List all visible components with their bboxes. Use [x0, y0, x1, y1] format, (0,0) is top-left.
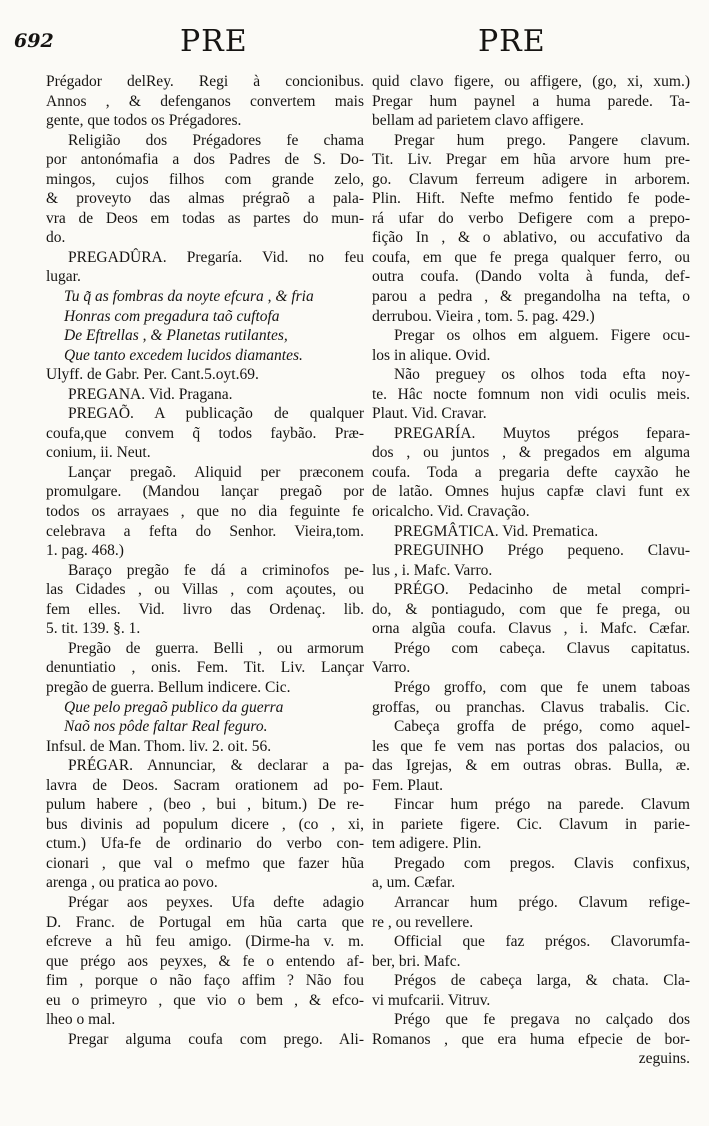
text-line: Pregar alguma coufa com prego. Ali- — [68, 1030, 364, 1048]
text-line: coufa, em que fe prega qualquer ferro, ou — [372, 248, 690, 266]
text-line: mingos, cujos filhos com grande zelo, — [46, 170, 364, 188]
text-line: les que fe vem nas portas dos palacios, ou — [372, 737, 690, 755]
text-line: go. Clavum ferreum adigere in arborem. — [372, 170, 690, 188]
text-line: todos os arrayaes , que no dia feguinte fe — [46, 503, 364, 521]
text-line: rá ufar do verbo Defigere com a prepo- — [372, 209, 690, 227]
text-line: Romanos , que era huma efpecie de bor- — [372, 1030, 690, 1048]
text-line: efcreve a hũ feu amigo. (Dirme-ha v. m. — [46, 933, 364, 951]
text-line: Prégador delRey. Regi à concionibus. — [46, 73, 364, 90]
entry-headword-line: PRÉGAR. Annunciar, & declarar a pa- — [68, 757, 364, 775]
text-line: Annos , & defenganos convertem mais — [46, 92, 364, 110]
text-line: arenga , ou pratica ao povo. — [46, 874, 218, 892]
text-line: Prégo com cabeça. Clavus capitatus. — [394, 639, 690, 657]
text-line: bus divinis ad populum dicere , (co , xi, — [46, 815, 364, 833]
entry-headword-line: PREGADÛRA. Pregaría. Vid. no feu — [68, 248, 364, 266]
text-line: lavra de Deos. Sacram orationem ad po- — [46, 776, 364, 794]
text-line: las Cidades , ou Villas , com açoutes, ou — [46, 581, 364, 599]
text-line: ber, bri. Mafc. — [372, 952, 461, 970]
text-line: 1. pag. 468.) — [46, 542, 124, 560]
text-line: derrubou. Vieira , tom. 5. pag. 429.) — [372, 307, 595, 325]
verse-line: De Eftrellas , & Planetas rutilantes, — [64, 327, 288, 345]
text-line: in pariete figere. Cic. Clavum in parie- — [372, 815, 690, 833]
text-line: parou a pedra , & pregandolha na tefta, o — [372, 288, 690, 306]
text-line: Varro. — [372, 659, 411, 677]
verse-line: Que tanto excedem lucidos diamantes. — [64, 346, 303, 364]
text-line: do, & pontiagudo, com que fe prega, ou — [372, 600, 690, 618]
entry-headword-line: PREGAÕ. A publicação de qualquer — [68, 405, 364, 423]
citation-line: Ulyff. de Gabr. Per. Cant.5.oyt.69. — [46, 366, 259, 384]
text-line: lugar. — [46, 268, 81, 286]
citation-line: Infsul. de Man. Thom. liv. 2. oit. 56. — [46, 737, 272, 755]
text-line: Lançar pregaõ. Aliquid per præconem — [68, 463, 364, 481]
text-line: Baraço pregão fe dá a criminofos pe- — [68, 561, 364, 579]
text-line: Cabeça groffa de prégo, como aquel- — [394, 718, 690, 736]
entry-headword-line: PREGANA. Vid. Pragana. — [68, 385, 233, 403]
text-line: Tit. Liv. Pregar em hũa arvore hum pre- — [372, 151, 690, 169]
text-line: zeguins. — [638, 1050, 690, 1068]
text-line: Não preguey os olhos toda efta noy- — [394, 366, 690, 384]
running-head-left: PRE — [180, 24, 248, 59]
right-column — [372, 72, 690, 1112]
running-head-right: PRE — [478, 24, 546, 59]
text-line: fição In , & o ablativo, ou accufativo da — [372, 229, 690, 247]
text-line: quid clavo figere, ou affigere, (go, xi, xum.) — [372, 73, 690, 90]
text-line: de latão. Omnes hujus capfæ clavi funt ex — [372, 483, 690, 501]
entry-headword-line: PREGUINHO Prégo pequeno. Clavu- — [394, 542, 690, 560]
text-line: dos , ou juntos , & pregados em alguma — [372, 444, 690, 462]
text-line: eu o primeyro , que vio o bem , & efco- — [46, 991, 364, 1009]
page-number: 692 — [14, 30, 54, 52]
text-line: los in alique. Ovid. — [372, 346, 491, 364]
text-line: fim , porque o não faço affim ? Não fou — [46, 972, 364, 990]
text-line: lus , i. Mafc. Varro. — [372, 561, 493, 579]
text-line: oricalcho. Vid. Cravação. — [372, 503, 530, 521]
text-line: celebrava a fefta do Senhor. Vieira,tom. — [46, 522, 364, 540]
text-line: Pregar os olhos em alguem. Figere ocu- — [394, 327, 690, 345]
text-line: fem elles. Vid. livro das Ordenaç. lib. — [46, 600, 364, 618]
text-line: cionari , que val o mefmo que fazer hũa — [46, 854, 364, 872]
text-line: Arrancar hum prégo. Clavum refige- — [394, 893, 690, 911]
text-line: pulum habere , (beo , bui , bitum.) De re- — [46, 796, 364, 814]
verse-line: Honras com pregadura taõ cuftofa — [64, 307, 280, 325]
text-line: ctum.) Ufa-fe de ordinario do verbo con- — [46, 835, 364, 853]
entry-headword-line: PRÉGO. Pedacinho de metal compri- — [394, 581, 690, 599]
text-line: 5. tit. 139. §. 1. — [46, 620, 141, 638]
text-line: a, um. Cæfar. — [372, 874, 456, 892]
text-line: re , ou revellere. — [372, 913, 474, 931]
text-line: Prégar aos peyxes. Ufa defte adagio — [68, 893, 364, 911]
text-line: Pregado com pregos. Clavis confixus, — [394, 854, 690, 872]
text-line: outra coufa. (Dando volta à funda, def- — [372, 268, 690, 286]
text-line: promulgare. (Mandou lançar pregaõ por — [46, 483, 364, 501]
text-line: Religião dos Prégadores fe chama — [68, 131, 364, 149]
text-line: por antonómafia a dos Padres de S. Do- — [46, 151, 364, 169]
text-line: Fem. Plaut. — [372, 776, 444, 794]
text-line: bellam ad parietem clavo affigere. — [372, 112, 584, 130]
text-line: pregão de guerra. Bellum indicere. Cic. — [46, 678, 291, 696]
text-line: Plin. Hift. Nefte mefmo fentido fe pode- — [372, 190, 690, 208]
verse-line: Tu q̃ as fombras da noyte efcura , & fria — [64, 288, 314, 306]
text-line: denuntiatio , onis. Fem. Tit. Liv. Lançar — [46, 659, 364, 677]
entry-headword-line: PREGMÂTICA. Vid. Prematica. — [394, 522, 599, 540]
text-line: das Igrejas, & em outras obras. Bulla, æ. — [372, 757, 690, 775]
text-line: Pregar hum prego. Pangere clavum. — [394, 131, 690, 149]
text-line: coufa,que convem q̃ todos faybão. Præ- — [46, 424, 364, 442]
text-line: Official que faz prégos. Clavorumfa- — [394, 933, 690, 951]
left-column — [46, 72, 364, 1112]
verse-line: Naõ nos pôde faltar Real feguro. — [64, 718, 268, 736]
verse-line: Que pelo pregaõ publico da guerra — [64, 698, 284, 716]
text-line: groffas, ou pranchas. Clavus trabalis. Cic. — [372, 698, 690, 716]
text-line: orna algũa coufa. Clavus , i. Mafc. Cæfar. — [372, 620, 690, 638]
text-line: Prégo groffo, com que fe unem taboas — [394, 678, 690, 696]
text-line: vra de Deos em todas as partes do mun- — [46, 209, 364, 227]
text-line: coufa. Toda a pregaria defte cayxão he — [372, 463, 690, 481]
text-line: conium, ii. Neut. — [46, 444, 151, 462]
text-line: do. — [46, 229, 66, 247]
text-line: & proveyto das almas prégraõ a pala- — [46, 190, 364, 208]
text-line: Plaut. Vid. Cravar. — [372, 405, 487, 423]
text-line: Fincar hum prégo na parede. Clavum — [394, 796, 690, 814]
text-line: Prégo que fe pregava no calçado dos — [394, 1011, 690, 1029]
text-line: Pregão de guerra. Belli , ou armorum — [68, 639, 364, 657]
entry-headword-line: PREGARÍA. Muytos prégos fepara- — [394, 424, 690, 442]
text-line: que prégo aos peyxes, & fe o entendo af- — [46, 952, 364, 970]
text-line: te. Hâc nocte fomnum non vidi oculis meis. — [372, 385, 690, 403]
text-line: tem adigere. Plin. — [372, 835, 482, 853]
text-line: Prégos de cabeça larga, & chata. Cla- — [394, 972, 690, 990]
text-line: D. Franc. de Portugal em hũa carta que — [46, 913, 364, 931]
text-line: Pregar hum paynel a huma parede. Ta- — [372, 92, 690, 110]
text-line: lheo o mal. — [46, 1011, 116, 1029]
text-line: vi mufcarii. Vitruv. — [372, 991, 491, 1009]
text-line: gente, que todos os Prégadores. — [46, 112, 242, 130]
